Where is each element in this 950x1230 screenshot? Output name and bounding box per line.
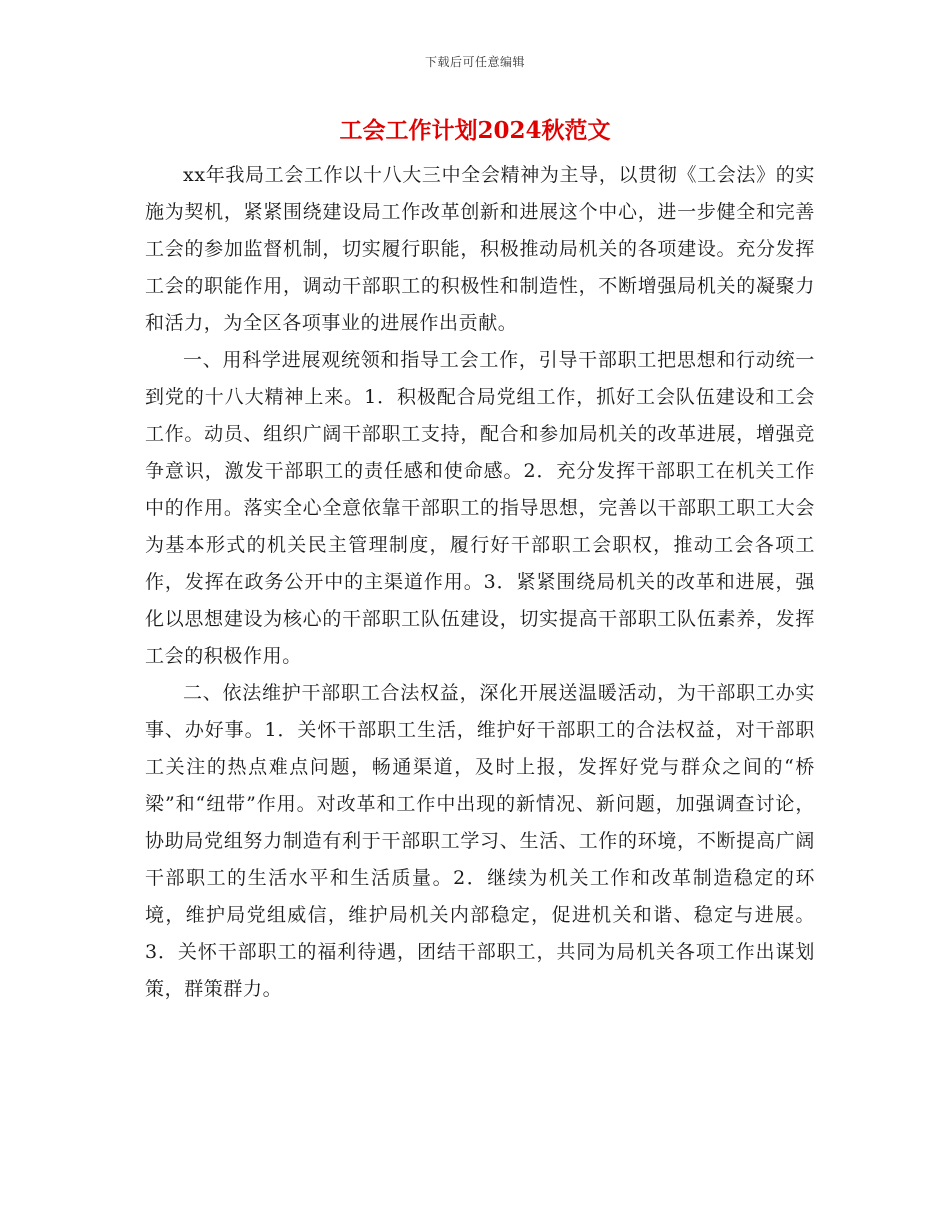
paragraph-section-2: 二、依法维护干部职工合法权益，深化开展送温暖活动，为干部职工办实事、办好事。1．关怀干部职工生活，维护好干部职工的合法权益，对干部职工关注的热点难点问题，畅通渠道，及时上报，发挥好党与群众之间的“桥梁”和“纽带”作用。对改革和工作中出现的新情况、新问题，加强调查讨论，协助局党组努力制造有利于干部职工学习、生活、工作的环境，不断提高广阔干部职工的生活水平和生活质量。2．继续为机关工作和改革制造稳定的环境，维护局党组威信，维护局机关内部稳定，促进机关和谐、稳定与进展。3．关怀干部职工的福利待遇，团结干部职工，共同为局机关各项工作出谋划策，群策群力。 bbox=[145, 682, 815, 1000]
paragraph-section-1: 一、用科学进展观统领和指导工会工作，引导干部职工把思想和行动统一到党的十八大精神上来。1．积极配合局党组工作，抓好工会队伍建设和工会工作。动员、组织广阔干部职工支持，配合和参加局机关的改革进展，增强竞争意识，激发干部职工的责任感和使命感。2．充分发挥干部职工在机关工作中的作用。落实全心全意依靠干部职工的指导思想，完善以干部职工职工大会为基本形式的机关民主管理制度，履行好干部职工会职权，推动工会各项工作，发挥在政务公开中的主渠道作用。3．紧紧围绕局机关的改革和进展，强化以思想建设为核心的干部职工队伍建设，切实提高干部职工队伍素养，发挥工会的积极作用。 bbox=[145, 349, 815, 667]
paragraph-intro: xx年我局工会工作以十八大三中全会精神为主导，以贯彻《工会法》的实施为契机，紧紧围绕建设局工作改革创新和进展这个中心，进一步健全和完善工会的参加监督机制，切实履行职能，积极推动局机关的各项建设。充分发挥工会的职能作用，调动干部职工的积极性和制造性，不断增强局机关的凝聚力和活力，为全区各项事业的进展作出贡献。 bbox=[145, 164, 815, 334]
document-title: 工会工作计划2024秋范文 bbox=[339, 117, 611, 144]
document-body bbox=[145, 157, 815, 1008]
page-header: 下载后可任意编辑 bbox=[424, 55, 525, 69]
